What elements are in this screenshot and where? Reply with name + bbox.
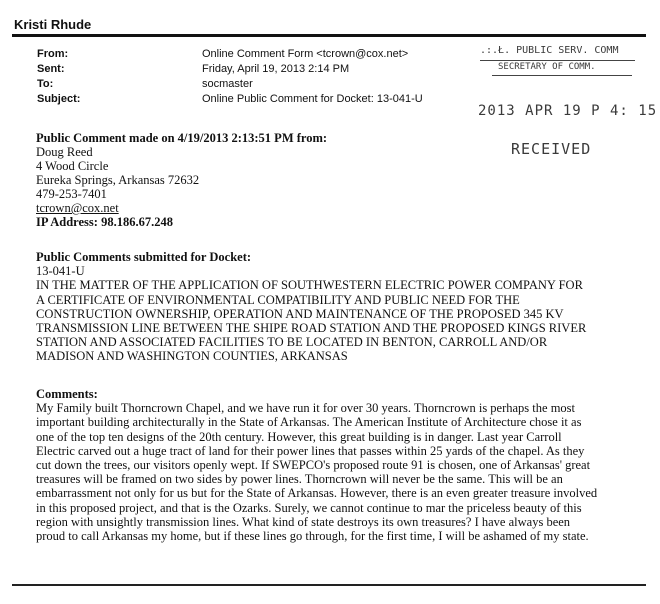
- comment-line: My Family built Thorncrown Chapel, and we have run it for over 30 years. Thorncrown is perhaps the most: [36, 401, 576, 416]
- to-label: To:: [37, 78, 54, 90]
- docket-line: IN THE MATTER OF THE APPLICATION OF SOUTHWESTERN ELECTRIC POWER COMPANY FOR: [36, 278, 583, 293]
- docket-number: 13-041-U: [36, 264, 85, 279]
- footer-divider: [12, 584, 646, 586]
- stamp-rule-2: [492, 75, 632, 76]
- ip-label: IP Address:: [36, 215, 98, 229]
- stamp-rule: [480, 60, 635, 61]
- commenter-phone: 479-253-7401: [36, 187, 107, 201]
- commenter-address-2: Eureka Springs, Arkansas 72632: [36, 173, 200, 187]
- docket-line: STATION AND ASSOCIATED FACILITIES TO BE LOCATED IN BENTON, CARROLL AND/OR: [36, 335, 548, 350]
- comment-line: one of the top ten designs of the 20th century. However, this great building is in danger. Last year Carroll: [36, 429, 562, 444]
- comment-heading: Public Comment made on 4/19/2013 2:13:51 PM from:: [36, 131, 328, 145]
- sender-name: Kristi Rhude: [14, 17, 92, 32]
- comment-line: in this proposed project, and that is the Ozarks. Surely, we cannot continue to mar the priceless beauty of this: [36, 500, 582, 515]
- commenter-name: Doug Reed: [36, 145, 93, 159]
- comment-line: region with unsightly transmission lines. What kind of state destroys its own treasures? I have always been: [36, 514, 571, 529]
- ip-value: 98.186.67.248: [101, 215, 173, 229]
- from-value: Online Comment Form <tcrown@cox.net>: [202, 48, 409, 60]
- commenter-address-1: 4 Wood Circle: [36, 159, 109, 173]
- comment-line: treasures will be framed on two sides by power lines. Thorncrown will never be the same. This will be an: [36, 472, 563, 487]
- stamp-date: 2013 APR 19 P 4: 15: [478, 103, 658, 119]
- docket-line: A CERTIFICATE OF ENVIRONMENTAL COMPATIBILITY AND PUBLIC NEED FOR THE: [36, 292, 520, 307]
- sent-value: Friday, April 19, 2013 2:14 PM: [202, 63, 350, 75]
- ip-address-row: [36, 215, 556, 229]
- commenter-email[interactable]: tcrown@cox.net: [36, 201, 119, 215]
- sent-label: Sent:: [37, 63, 65, 75]
- commenter-info: [36, 131, 556, 229]
- comment-line: embarrassment not only for us but for the State of Arkansas. However, there is an even greater treasure involved: [36, 486, 598, 501]
- comment-line: important building architecturally in the State of Arkansas. The American Institute of Architecture chose it as: [36, 415, 582, 430]
- from-label: From:: [37, 48, 69, 60]
- comment-line: cut down the trees, our visitors openly wept. If SWEPCO's proposed route 91 is chosen, one of Arkansas' great: [36, 458, 591, 473]
- header-divider: [12, 34, 646, 37]
- docket-section: [36, 250, 642, 364]
- comment-line: proud to call Arkansas my home, but if these lines go through, for the first time, I will be ashamed of my state.: [36, 529, 589, 544]
- docket-line: TRANSMISSION LINE BETWEEN THE SHIPE ROAD STATION AND THE PROPOSED KINGS RIVER: [36, 321, 587, 336]
- subject-value: Online Public Comment for Docket: 13-041-U: [202, 93, 423, 105]
- docket-line: MADISON AND WASHINGTON COUNTIES, ARKANSAS: [36, 349, 348, 364]
- comment-line: Electric carved out a huge tract of land for their power lines that passes within 25 yards of the chapel. As they: [36, 443, 585, 458]
- stamp-received: RECEIVED: [511, 140, 592, 158]
- stamp-commission: .:.Ł. PUBLIC SERV. COMM: [480, 45, 619, 56]
- docket-heading: Public Comments submitted for Docket:: [36, 250, 252, 264]
- docket-line: CONSTRUCTION OWNERSHIP, OPERATION AND MAINTENANCE OF THE PROPOSED 345 KV: [36, 306, 564, 321]
- to-value: socmaster: [202, 78, 253, 90]
- comments-heading: Comments:: [36, 387, 98, 401]
- stamp-secretary: SECRETARY OF COMM.: [498, 62, 596, 72]
- comments-section: [36, 387, 642, 543]
- subject-label: Subject:: [37, 93, 81, 105]
